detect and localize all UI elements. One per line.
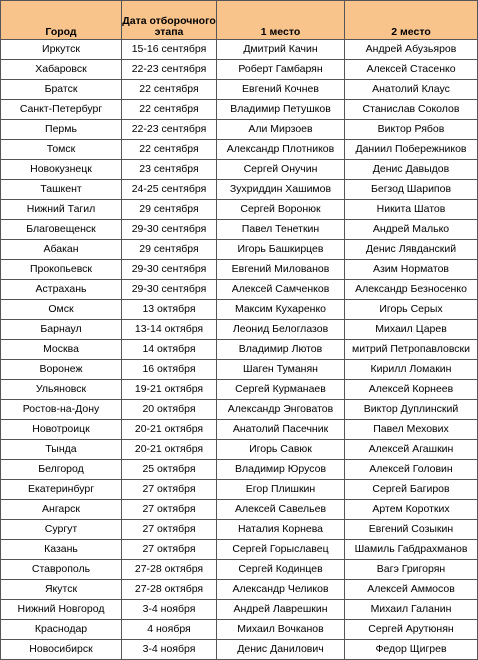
table-row	[1, 160, 478, 180]
city-cell[interactable]: Омск	[1, 300, 122, 320]
header-first-place[interactable]: 1 место	[217, 1, 345, 40]
date-cell[interactable]: 13-14 октября	[122, 320, 217, 340]
first-place-cell[interactable]: Евгений Милованов	[217, 260, 345, 280]
date-cell[interactable]: 13 октября	[122, 300, 217, 320]
city-cell[interactable]: Ташкент	[1, 180, 122, 200]
first-place-cell[interactable]: Евгений Кочнев	[217, 80, 345, 100]
table-row	[1, 300, 478, 320]
city-cell[interactable]: Благовещенск	[1, 220, 122, 240]
first-place-cell[interactable]: Александр Плотников	[217, 140, 345, 160]
city-cell[interactable]: Воронеж	[1, 360, 122, 380]
first-place-cell[interactable]: Александр Челиков	[217, 580, 345, 600]
first-place-cell[interactable]: Сергей Кодинцев	[217, 560, 345, 580]
date-cell[interactable]: 27 октября	[122, 520, 217, 540]
second-place-cell[interactable]: Бегзод Шарипов	[345, 180, 478, 200]
city-cell[interactable]: Иркутск	[1, 40, 122, 60]
first-place-cell[interactable]: Егор Плишкин	[217, 480, 345, 500]
city-cell[interactable]: Тында	[1, 440, 122, 460]
date-cell[interactable]: 3-4 ноября	[122, 640, 217, 660]
city-cell[interactable]: Барнаул	[1, 320, 122, 340]
city-cell[interactable]: Нижний Тагил	[1, 200, 122, 220]
first-place-cell[interactable]: Игорь Башкирцев	[217, 240, 345, 260]
city-cell[interactable]: Ангарск	[1, 500, 122, 520]
city-cell[interactable]: Новосибирск	[1, 640, 122, 660]
date-cell[interactable]: 27 октября	[122, 540, 217, 560]
city-cell[interactable]: Новокузнецк	[1, 160, 122, 180]
date-cell[interactable]: 22 сентября	[122, 140, 217, 160]
second-place-cell[interactable]: Денис Давыдов	[345, 160, 478, 180]
first-place-cell[interactable]: Али Мирзоев	[217, 120, 345, 140]
date-cell[interactable]: 22-23 сентября	[122, 60, 217, 80]
date-cell[interactable]: 22 сентября	[122, 80, 217, 100]
date-cell[interactable]: 22-23 сентября	[122, 120, 217, 140]
second-place-cell[interactable]: Анатолий Клаус	[345, 80, 478, 100]
table-row	[1, 520, 478, 540]
city-cell[interactable]: Пермь	[1, 120, 122, 140]
table-row	[1, 600, 478, 620]
second-place-cell[interactable]: Артем Коротких	[345, 500, 478, 520]
table-row	[1, 60, 478, 80]
table-row	[1, 540, 478, 560]
second-place-cell[interactable]: Федор Щигрев	[345, 640, 478, 660]
first-place-cell[interactable]: Владимир Юрусов	[217, 460, 345, 480]
second-place-cell[interactable]: Азим Норматов	[345, 260, 478, 280]
city-cell[interactable]: Новотроицк	[1, 420, 122, 440]
table-row	[1, 560, 478, 580]
date-cell[interactable]: 4 ноября	[122, 620, 217, 640]
table-row	[1, 500, 478, 520]
second-place-cell[interactable]: митрий Петропавловски	[345, 340, 478, 360]
second-place-cell[interactable]: Игорь Серых	[345, 300, 478, 320]
table-body	[1, 40, 478, 660]
first-place-cell[interactable]: Михаил Вочканов	[217, 620, 345, 640]
second-place-cell[interactable]: Виктор Рябов	[345, 120, 478, 140]
second-place-cell[interactable]: Кирилл Ломакин	[345, 360, 478, 380]
header-second-place[interactable]: 2 место	[345, 1, 478, 40]
table-row	[1, 440, 478, 460]
second-place-cell[interactable]: Евгений Созыкин	[345, 520, 478, 540]
second-place-cell[interactable]: Сергей Багиров	[345, 480, 478, 500]
table-row	[1, 460, 478, 480]
first-place-cell[interactable]: Александр Энговатов	[217, 400, 345, 420]
city-cell[interactable]: Москва	[1, 340, 122, 360]
first-place-cell[interactable]: Максим Кухаренко	[217, 300, 345, 320]
second-place-cell[interactable]: Вагэ Григорян	[345, 560, 478, 580]
table-row	[1, 100, 478, 120]
second-place-cell[interactable]: Павел Мехових	[345, 420, 478, 440]
city-cell[interactable]: Прокопьевск	[1, 260, 122, 280]
second-place-cell[interactable]: Сергей Арутюнян	[345, 620, 478, 640]
table-row	[1, 120, 478, 140]
first-place-cell[interactable]: Шаген Туманян	[217, 360, 345, 380]
second-place-cell[interactable]: Михаил Царев	[345, 320, 478, 340]
header-city[interactable]: Город	[1, 1, 122, 40]
table-row	[1, 180, 478, 200]
first-place-cell[interactable]: Дмитрий Качин	[217, 40, 345, 60]
first-place-cell[interactable]: Сергей Воронюк	[217, 200, 345, 220]
second-place-cell[interactable]: Михаил Галанин	[345, 600, 478, 620]
second-place-cell[interactable]: Алексей Корнеев	[345, 380, 478, 400]
table-row	[1, 280, 478, 300]
table-row	[1, 380, 478, 400]
date-cell[interactable]: 19-21 октября	[122, 380, 217, 400]
table-row	[1, 340, 478, 360]
city-cell[interactable]: Томск	[1, 140, 122, 160]
date-cell[interactable]: 29 сентября	[122, 200, 217, 220]
second-place-cell[interactable]: Андрей Малько	[345, 220, 478, 240]
city-cell[interactable]: Белгород	[1, 460, 122, 480]
first-place-cell[interactable]: Наталия Корнева	[217, 520, 345, 540]
second-place-cell[interactable]: Алексей Аммосов	[345, 580, 478, 600]
table-row	[1, 480, 478, 500]
city-cell[interactable]: Ростов-на-Дону	[1, 400, 122, 420]
city-cell[interactable]: Абакан	[1, 240, 122, 260]
first-place-cell[interactable]: Сергей Онучин	[217, 160, 345, 180]
city-cell[interactable]: Хабаровск	[1, 60, 122, 80]
first-place-cell[interactable]: Игорь Савюк	[217, 440, 345, 460]
date-cell[interactable]: 15-16 сентября	[122, 40, 217, 60]
city-cell[interactable]: Братск	[1, 80, 122, 100]
date-cell[interactable]: 29-30 сентября	[122, 260, 217, 280]
table-row	[1, 360, 478, 380]
first-place-cell[interactable]: Сергей Курманаев	[217, 380, 345, 400]
table-row	[1, 320, 478, 340]
date-cell[interactable]: 27-28 октября	[122, 580, 217, 600]
first-place-cell[interactable]: Сергей Горыславец	[217, 540, 345, 560]
table-row	[1, 620, 478, 640]
table-row	[1, 580, 478, 600]
second-place-cell[interactable]: Никита Шатов	[345, 200, 478, 220]
second-place-cell[interactable]: Александр Безносенко	[345, 280, 478, 300]
date-cell[interactable]: 29-30 сентября	[122, 280, 217, 300]
table-row	[1, 260, 478, 280]
date-cell[interactable]: 24-25 сентября	[122, 180, 217, 200]
date-cell[interactable]: 20 октября	[122, 400, 217, 420]
table-row	[1, 140, 478, 160]
date-cell[interactable]: 27 октября	[122, 500, 217, 520]
second-place-cell[interactable]: Денис Лявданский	[345, 240, 478, 260]
first-place-cell[interactable]: Алексей Савельев	[217, 500, 345, 520]
date-cell[interactable]: 14 октября	[122, 340, 217, 360]
city-cell[interactable]: Сургут	[1, 520, 122, 540]
table-row	[1, 200, 478, 220]
first-place-cell[interactable]: Павел Тенеткин	[217, 220, 345, 240]
second-place-cell[interactable]: Станислав Соколов	[345, 100, 478, 120]
city-cell[interactable]: Ставрополь	[1, 560, 122, 580]
first-place-cell[interactable]: Денис Данилович	[217, 640, 345, 660]
date-cell[interactable]: 29 сентября	[122, 240, 217, 260]
first-place-cell[interactable]: Владимир Лютов	[217, 340, 345, 360]
city-cell[interactable]: Санкт-Петербург	[1, 100, 122, 120]
table-row	[1, 220, 478, 240]
date-cell[interactable]: 27-28 октября	[122, 560, 217, 580]
city-cell[interactable]: Астрахань	[1, 280, 122, 300]
header-row	[1, 1, 478, 40]
city-cell[interactable]: Нижний Новгород	[1, 600, 122, 620]
date-cell[interactable]: 25 октября	[122, 460, 217, 480]
city-cell[interactable]: Екатеринбург	[1, 480, 122, 500]
date-cell[interactable]: 23 сентября	[122, 160, 217, 180]
first-place-cell[interactable]: Роберт Гамбарян	[217, 60, 345, 80]
city-cell[interactable]: Якутск	[1, 580, 122, 600]
first-place-cell[interactable]: Владимир Петушков	[217, 100, 345, 120]
first-place-cell[interactable]: Алексей Самченков	[217, 280, 345, 300]
city-cell[interactable]: Ульяновск	[1, 380, 122, 400]
second-place-cell[interactable]: Виктор Дуплинский	[345, 400, 478, 420]
date-cell[interactable]: 3-4 ноября	[122, 600, 217, 620]
date-cell[interactable]: 20-21 октября	[122, 420, 217, 440]
second-place-cell[interactable]: Алексей Стасенко	[345, 60, 478, 80]
header-qualifier-date[interactable]: Дата отборочного этапа	[122, 1, 217, 40]
date-cell[interactable]: 22 сентября	[122, 100, 217, 120]
second-place-cell[interactable]: Алексей Головин	[345, 460, 478, 480]
table-row	[1, 400, 478, 420]
second-place-cell[interactable]: Даниил Побережников	[345, 140, 478, 160]
first-place-cell[interactable]: Андрей Лаврешкин	[217, 600, 345, 620]
table-row	[1, 240, 478, 260]
city-cell[interactable]: Казань	[1, 540, 122, 560]
date-cell[interactable]: 20-21 октября	[122, 440, 217, 460]
first-place-cell[interactable]: Леонид Белоглазов	[217, 320, 345, 340]
date-cell[interactable]: 29-30 сентября	[122, 220, 217, 240]
table-row	[1, 420, 478, 440]
city-cell[interactable]: Краснодар	[1, 620, 122, 640]
table-row	[1, 40, 478, 60]
second-place-cell[interactable]: Алексей Агашкин	[345, 440, 478, 460]
second-place-cell[interactable]: Андрей Абузьяров	[345, 40, 478, 60]
first-place-cell[interactable]: Зухриддин Хашимов	[217, 180, 345, 200]
second-place-cell[interactable]: Шамиль Габдрахманов	[345, 540, 478, 560]
date-cell[interactable]: 16 октября	[122, 360, 217, 380]
table-row	[1, 640, 478, 660]
table-row	[1, 80, 478, 100]
date-cell[interactable]: 27 октября	[122, 480, 217, 500]
first-place-cell[interactable]: Анатолий Пасечник	[217, 420, 345, 440]
